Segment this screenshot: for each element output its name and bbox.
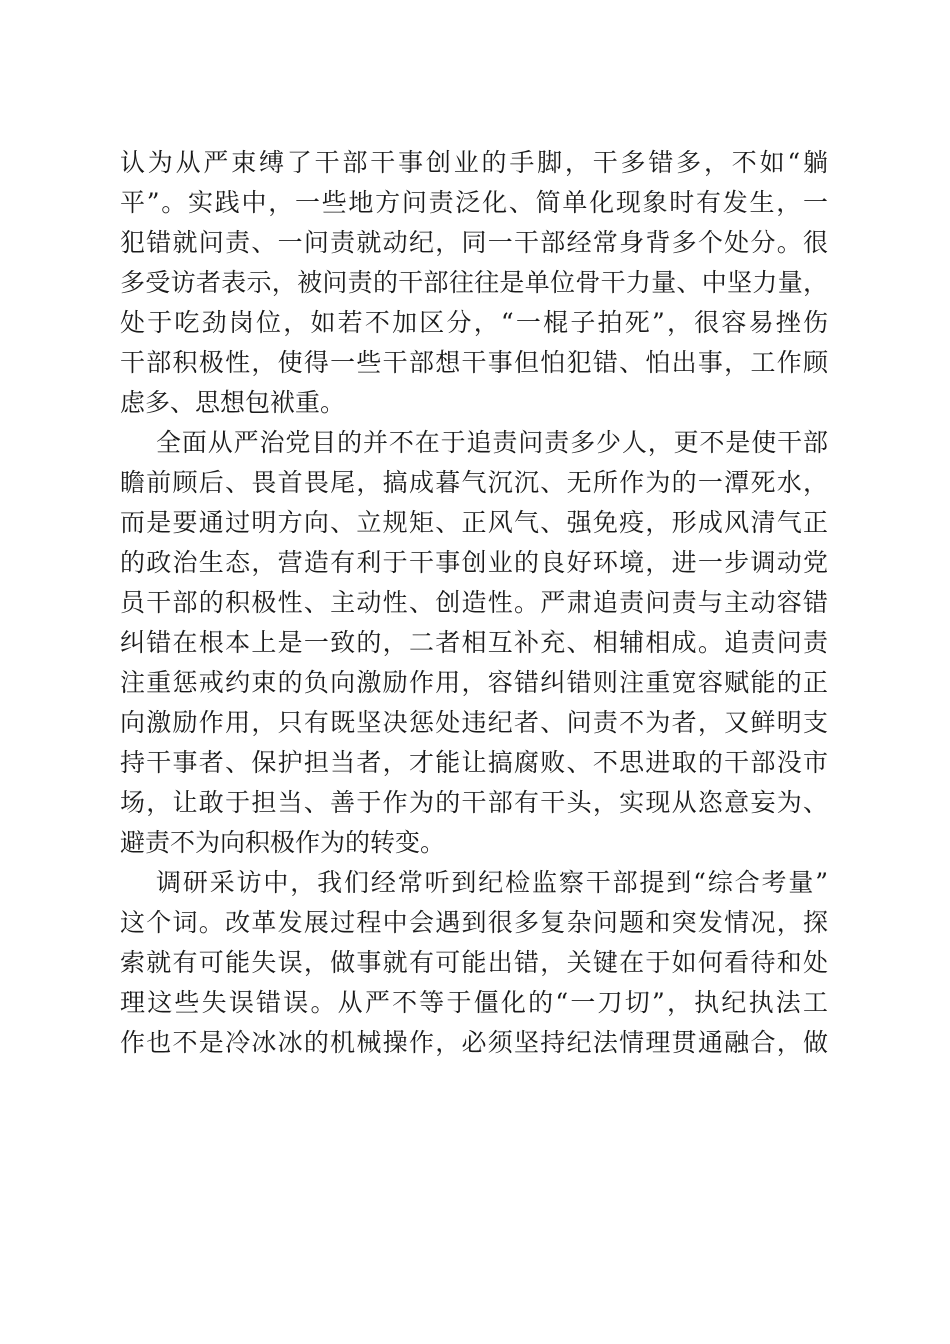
text-line: 全面从严治党目的并不在于追责问责多少人，更不是使干部 (156, 428, 828, 457)
text-line: 认为从严束缚了干部干事创业的手脚，干多错多，不如“躺 (120, 148, 828, 177)
paragraph-2 (120, 423, 828, 863)
document-body (120, 143, 828, 1063)
text-line: 干部积极性，使得一些干部想干事但怕犯错、怕出事，工作顾 (120, 348, 828, 377)
text-line: 这个词。改革发展过程中会遇到很多复杂问题和突发情况，探 (120, 908, 828, 937)
text-line: 场，让敢于担当、善于作为的干部有干头，实现从恣意妄为、 (120, 788, 828, 817)
text-line: 员干部的积极性、主动性、创造性。严肃追责问责与主动容错 (120, 588, 828, 617)
text-line: 调研采访中，我们经常听到纪检监察干部提到“综合考量” (156, 868, 828, 897)
text-line: 理这些失误错误。从严不等于僵化的“一刀切”，执纪执法工 (120, 988, 828, 1017)
text-line: 多受访者表示，被问责的干部往往是单位骨干力量、中坚力量， (120, 268, 828, 297)
paragraph-3 (120, 863, 828, 1063)
text-line: 犯错就问责、一问责就动纪，同一干部经常身背多个处分。很 (120, 228, 828, 257)
text-line: 虑多、思想包袱重。 (120, 388, 346, 417)
text-line: 作也不是冷冰冰的机械操作，必须坚持纪法情理贯通融合，做 (120, 1028, 828, 1057)
text-line: 注重惩戒约束的负向激励作用，容错纠错则注重宽容赋能的正 (120, 668, 828, 697)
text-line: 平”。实践中，一些地方问责泛化、简单化现象时有发生，一 (120, 188, 828, 217)
text-line: 处于吃劲岗位，如若不加区分，“一棍子拍死”，很容易挫伤 (120, 308, 828, 337)
paragraph-1 (120, 143, 828, 423)
text-line: 持干事者、保护担当者，才能让搞腐败、不思进取的干部没市 (120, 748, 828, 777)
text-line: 纠错在根本上是一致的，二者相互补充、相辅相成。追责问责 (120, 628, 828, 657)
text-line: 而是要通过明方向、立规矩、正风气、强免疫，形成风清气正 (120, 508, 828, 537)
text-line: 瞻前顾后、畏首畏尾，搞成暮气沉沉、无所作为的一潭死水， (120, 468, 828, 497)
text-line: 索就有可能失误，做事就有可能出错，关键在于如何看待和处 (120, 948, 828, 977)
text-line: 的政治生态，营造有利于干事创业的良好环境，进一步调动党 (120, 548, 828, 577)
text-line: 向激励作用，只有既坚决惩处违纪者、问责不为者，又鲜明支 (120, 708, 828, 737)
text-line: 避责不为向积极作为的转变。 (120, 828, 446, 857)
